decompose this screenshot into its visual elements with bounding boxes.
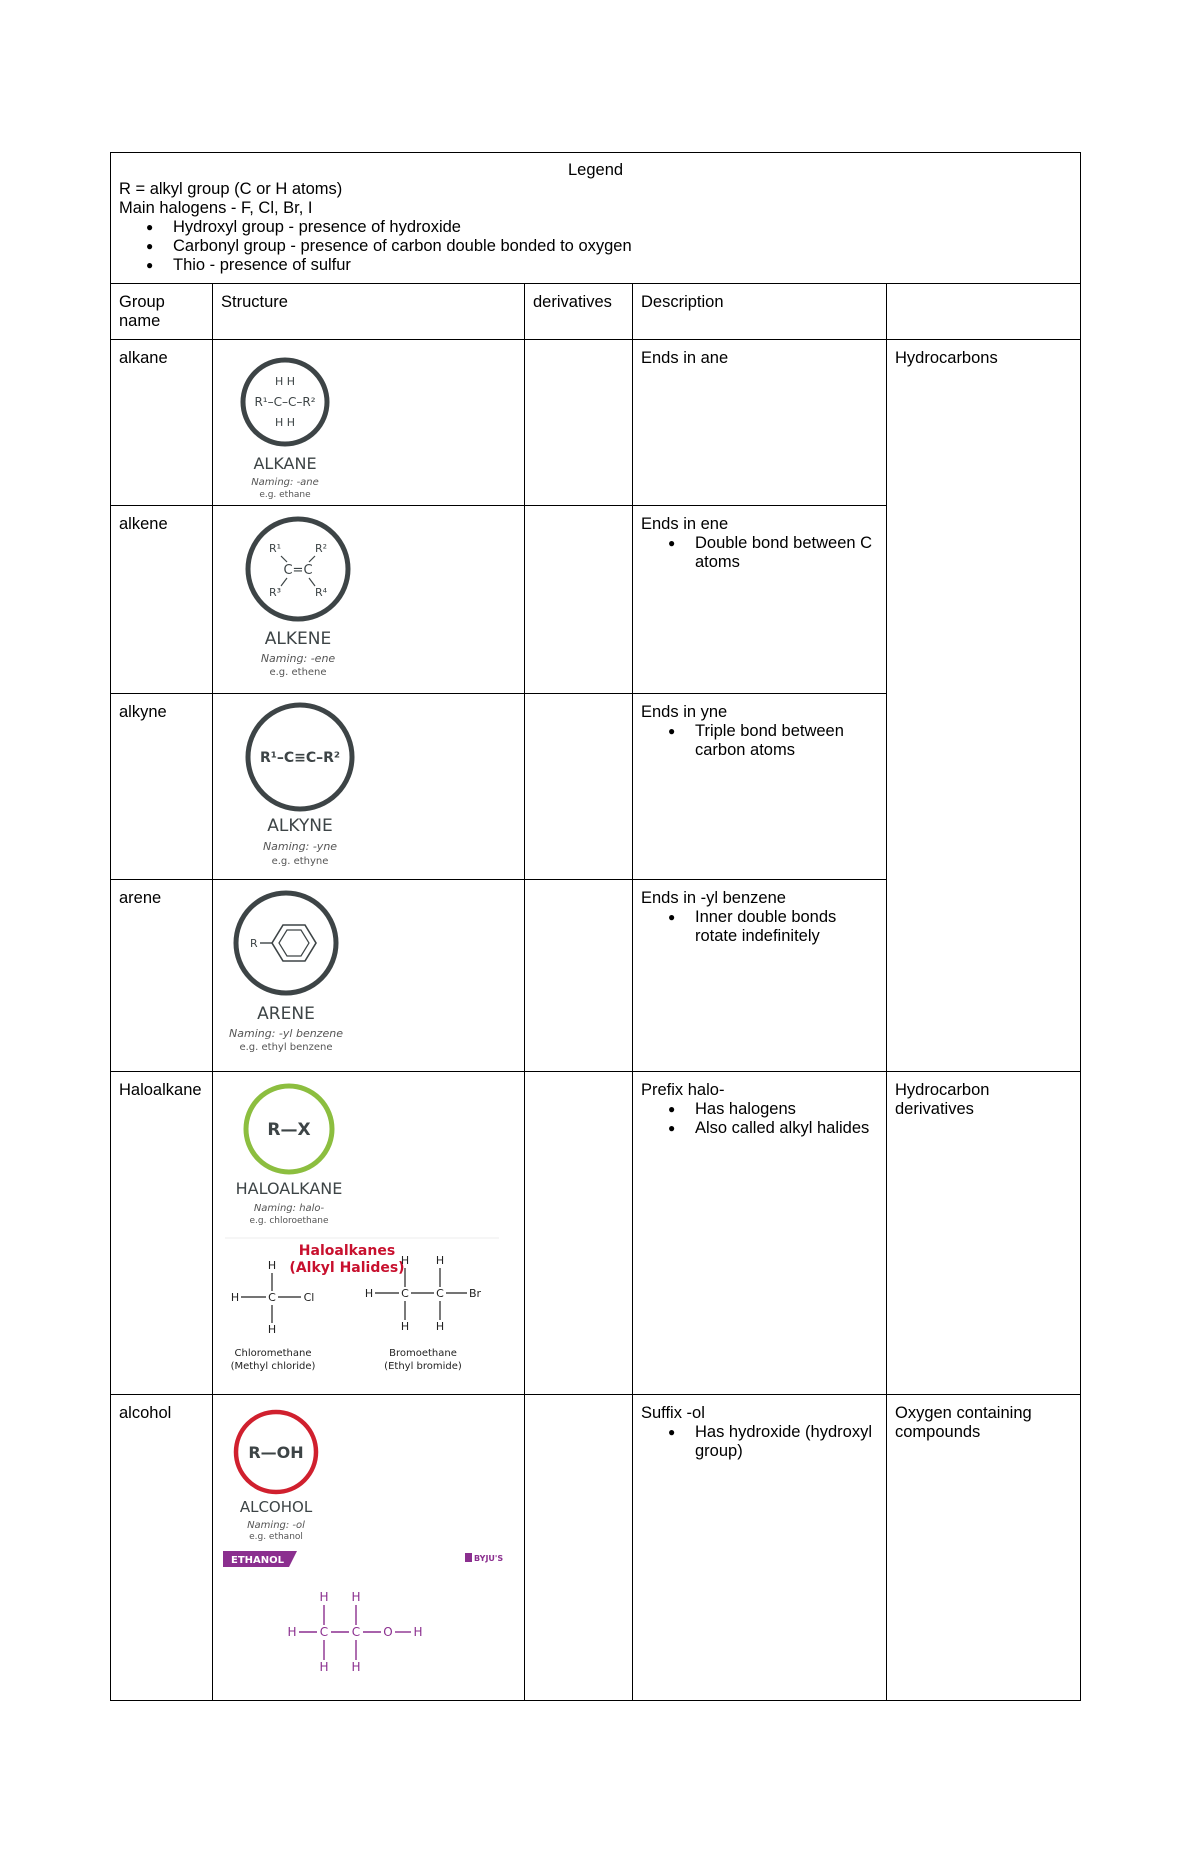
haloalkane-figure (213, 1072, 523, 1393)
chloromethane-alt-name: (Methyl chloride) (230, 1361, 316, 1372)
group-name-alkyne: alkyne (111, 694, 213, 880)
alcohol-label: ALCOHOL (239, 1498, 313, 1516)
description-alkane-title: Ends in ane (641, 349, 729, 367)
group-name-haloalkane: Haloalkane (111, 1072, 213, 1395)
svg-text:C: C (268, 1291, 276, 1304)
description-arene-bullet: ● Inner double bonds rotate indefinitely (695, 908, 878, 946)
description-alkene (633, 506, 887, 694)
row-alkane (111, 340, 1081, 506)
structure-alkyne (213, 694, 525, 880)
svg-text:C: C (351, 1625, 361, 1639)
haloalkane-example: e.g. chloroethane (249, 1216, 329, 1226)
alkene-example: e.g. ethene (269, 667, 327, 678)
svg-text:H: H (319, 1660, 329, 1674)
alkene-r1: R¹ (268, 542, 282, 555)
derivatives-alkane (525, 340, 633, 506)
derivatives-alcohol (525, 1395, 633, 1701)
structure-arene (213, 880, 525, 1072)
alkane-naming: Naming: -ane (251, 477, 319, 488)
functional-groups-table (110, 152, 1081, 1701)
description-haloalkane-bullet-1: ● Has halogens (695, 1100, 878, 1119)
description-alkyne (633, 694, 887, 880)
description-alkene-title: Ends in ene (641, 515, 729, 533)
alkene-badge (213, 506, 523, 692)
alkyne-example: e.g. ethyne (271, 856, 329, 867)
row-haloalkane (111, 1072, 1081, 1395)
category-oxygen-compounds: Oxygen containing compounds (887, 1395, 1081, 1701)
svg-text:Br: Br (468, 1287, 482, 1300)
derivatives-alkene (525, 506, 633, 694)
category-hydrocarbons: Hydrocarbons (887, 340, 1081, 1072)
chloromethane-name: Chloromethane (234, 1348, 312, 1359)
header-derivatives: derivatives (525, 284, 633, 340)
group-name-alkane: alkane (111, 340, 213, 506)
svg-text:C: C (319, 1625, 329, 1639)
description-alkene-bullets (641, 534, 878, 572)
bromoethane-name: Bromoethane (389, 1348, 457, 1359)
description-alcohol-bullets (641, 1423, 878, 1461)
alkane-h-top: H H (274, 375, 296, 388)
description-alkene-bullet: ● Double bond between C atoms (695, 534, 878, 572)
haloalkanes-title: Haloalkanes (298, 1243, 396, 1259)
ethanol-structure (287, 1590, 422, 1674)
arene-naming: Naming: -yl benzene (229, 1027, 343, 1040)
haloalkane-label: HALOALKANE (235, 1179, 343, 1198)
alcohol-figure (213, 1395, 523, 1699)
legend-bullet-thio: ● Thio - presence of sulfur (173, 256, 1072, 275)
svg-text:H: H (364, 1287, 374, 1300)
header-group-name: Group name (111, 284, 213, 340)
svg-text:H: H (435, 1320, 445, 1333)
structure-alkane (213, 340, 525, 506)
svg-text:H: H (319, 1590, 329, 1604)
description-alkyne-bullets (641, 722, 878, 760)
alkyne-naming: Naming: -yne (262, 840, 338, 853)
description-alcohol (633, 1395, 887, 1701)
alcohol-naming: Naming: -ol (247, 1520, 305, 1531)
legend-line-alkyl: R = alkyl group (C or H atoms) (119, 180, 343, 198)
group-name-arene: arene (111, 880, 213, 1072)
arene-label: ARENE (257, 1004, 315, 1024)
alkane-label: ALKANE (253, 454, 317, 473)
structure-haloalkane (213, 1072, 525, 1395)
legend-line-halogens: Main halogens - F, Cl, Br, I (119, 199, 313, 217)
legend-cell (111, 153, 1081, 284)
header-row (111, 284, 1081, 340)
alkene-r3: R³ (268, 586, 282, 599)
arene-example: e.g. ethyl benzene (239, 1042, 333, 1053)
arene-badge (213, 880, 523, 1070)
alkyne-label: ALKYNE (267, 816, 333, 836)
alkene-r2: R² (314, 542, 328, 555)
svg-text:H: H (413, 1625, 423, 1639)
svg-text:C: C (401, 1287, 409, 1300)
svg-text:H: H (435, 1254, 445, 1267)
row-alcohol (111, 1395, 1081, 1701)
ethanol-banner-label: ETHANOL (231, 1555, 285, 1566)
legend-bullet-hydroxyl: ● Hydroxyl group - presence of hydroxide (173, 218, 1072, 237)
derivatives-haloalkane (525, 1072, 633, 1395)
alkane-example: e.g. ethane (259, 490, 311, 500)
byjus-logo-text: BYJU'S (474, 1554, 504, 1563)
alkene-naming: Naming: -ene (260, 652, 336, 665)
derivatives-alkyne (525, 694, 633, 880)
category-hydrocarbon-derivatives: Hydrocarbon derivatives (887, 1072, 1081, 1395)
description-haloalkane-bullet-2: ● Also called alkyl halides (695, 1119, 878, 1138)
svg-text:H: H (400, 1320, 410, 1333)
svg-text:H: H (351, 1660, 361, 1674)
alkyne-formula: R¹–C≡C–R² (259, 750, 341, 766)
svg-text:C: C (436, 1287, 444, 1300)
alkane-h-bottom: H H (274, 416, 296, 429)
haloalkanes-subtitle: (Alkyl Halides) (289, 1260, 405, 1276)
alkane-badge (213, 340, 523, 504)
description-haloalkane (633, 1072, 887, 1395)
legend-bullet-carbonyl: ● Carbonyl group - presence of carbon double bonded to oxygen (173, 237, 1072, 256)
alkene-label: ALKENE (264, 629, 332, 649)
group-name-alcohol: alcohol (111, 1395, 213, 1701)
header-extra (887, 284, 1081, 340)
description-alcohol-title: Suffix -ol (641, 1404, 705, 1422)
svg-text:O: O (383, 1625, 393, 1639)
header-structure: Structure (213, 284, 525, 340)
alcohol-formula: R—OH (248, 1443, 304, 1462)
svg-text:H: H (400, 1254, 410, 1267)
description-alkyne-title: Ends in yne (641, 703, 728, 721)
structure-alkene (213, 506, 525, 694)
legend-bullets (119, 218, 1072, 275)
description-haloalkane-bullets (641, 1100, 878, 1138)
structure-alcohol (213, 1395, 525, 1701)
group-name-alkene: alkene (111, 506, 213, 694)
alcohol-example: e.g. ethanol (249, 1532, 303, 1542)
description-arene (633, 880, 887, 1072)
header-description: Description (633, 284, 887, 340)
alkene-core: C=C (283, 563, 313, 578)
alkane-formula: R¹–C–C–R² (254, 395, 316, 409)
svg-text:H: H (287, 1625, 297, 1639)
byjus-logo-mark (465, 1553, 472, 1562)
alkene-r4: R⁴ (314, 586, 328, 599)
bromoethane-alt-name: (Ethyl bromide) (384, 1361, 462, 1372)
document-table-container (110, 152, 1080, 1701)
svg-text:H: H (267, 1259, 277, 1272)
description-alkane (633, 340, 887, 506)
svg-text:H: H (230, 1291, 240, 1304)
description-alkyne-bullet: ● Triple bond between carbon atoms (695, 722, 878, 760)
description-arene-title: Ends in -yl benzene (641, 889, 786, 907)
alkyne-badge (213, 694, 523, 878)
legend-title: Legend (567, 161, 624, 179)
legend-row (111, 153, 1081, 284)
haloalkane-formula: R—X (267, 1120, 311, 1140)
svg-text:H: H (267, 1323, 277, 1336)
arene-r: R (250, 937, 258, 950)
description-alcohol-bullet: ● Has hydroxide (hydroxyl group) (695, 1423, 878, 1461)
description-haloalkane-title: Prefix halo- (641, 1081, 725, 1099)
derivatives-arene (525, 880, 633, 1072)
haloalkane-naming: Naming: halo- (253, 1203, 325, 1214)
svg-text:H: H (351, 1590, 361, 1604)
description-arene-bullets (641, 908, 878, 946)
svg-text:Cl: Cl (303, 1291, 315, 1304)
